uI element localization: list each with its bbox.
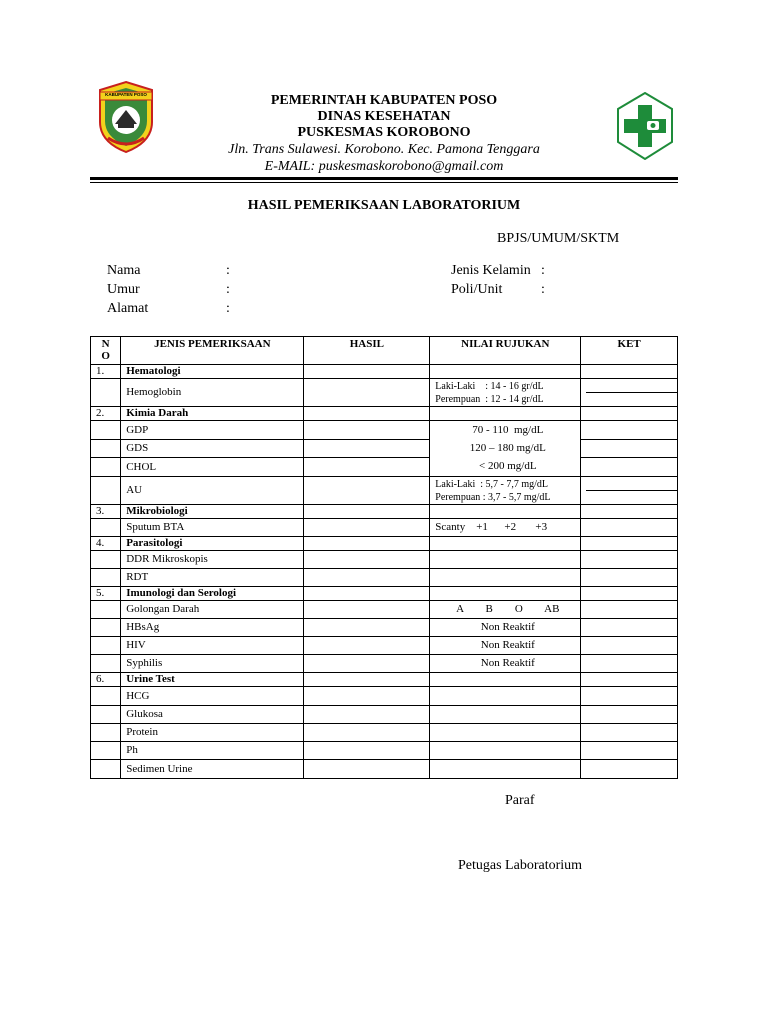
nilai-cell	[430, 569, 581, 587]
row-number	[91, 760, 121, 779]
lab-results-table	[90, 336, 678, 779]
section-mikrobiologi: Mikrobiologi	[121, 505, 304, 519]
ket-cell[interactable]	[581, 379, 678, 407]
hasil-cell[interactable]	[304, 569, 430, 587]
hb-ref-male: Laki-Laki : 14 - 16 gr/dL	[435, 380, 544, 392]
document-category: BPJS/UMUM/SKTM	[497, 231, 620, 246]
header-line-3: PUSKESMAS KOROBONO	[297, 125, 471, 140]
ket-cell[interactable]	[581, 724, 678, 742]
section-hematologi: Hematologi	[121, 365, 304, 379]
ket-cell[interactable]	[581, 637, 678, 655]
nilai-cell	[430, 724, 581, 742]
ket-cell[interactable]	[581, 505, 678, 519]
document-title: HASIL PEMERIKSAAN LABORATORIUM	[247, 198, 521, 213]
nilai-hemoglobin	[430, 379, 581, 407]
ket-cell[interactable]	[581, 365, 678, 379]
row-number: 1.	[91, 365, 121, 379]
hasil-cell[interactable]	[304, 706, 430, 724]
ket-cell[interactable]	[581, 587, 678, 601]
test-sedimen-urine: Sedimen Urine	[121, 760, 304, 779]
test-protein: Protein	[121, 724, 304, 742]
ket-cell[interactable]	[581, 760, 678, 779]
nilai-cell	[430, 687, 581, 706]
hasil-cell[interactable]	[304, 673, 430, 687]
alamat-colon: :	[226, 301, 230, 316]
section-kimia-darah: Kimia Darah	[121, 407, 304, 421]
table-row	[91, 637, 678, 655]
poli-label: Poli/Unit	[451, 282, 503, 297]
ket-cell[interactable]	[581, 673, 678, 687]
row-number	[91, 519, 121, 537]
table-row	[91, 551, 678, 569]
header-divider-thick	[90, 177, 678, 180]
section-imunologi-serologi: Imunologi dan Serologi	[121, 587, 304, 601]
test-sputum-bta: Sputum BTA	[121, 519, 304, 537]
ket-cell[interactable]	[581, 458, 678, 477]
header-no: N O	[91, 337, 121, 365]
hasil-cell[interactable]	[304, 587, 430, 601]
ket-cell[interactable]	[581, 742, 678, 760]
row-number	[91, 440, 121, 458]
row-number	[91, 655, 121, 673]
row-number	[91, 551, 121, 569]
nilai-cell	[430, 673, 581, 687]
row-number	[91, 458, 121, 477]
nilai-gds: 120 – 180 mg/dL	[430, 440, 581, 458]
jenis-kelamin-label: Jenis Kelamin	[451, 263, 531, 278]
test-ddr-mikroskopis: DDR Mikroskopis	[121, 551, 304, 569]
row-number	[91, 637, 121, 655]
row-number	[91, 421, 121, 440]
ket-cell[interactable]	[581, 655, 678, 673]
nama-colon: :	[226, 263, 230, 278]
umur-label: Umur	[107, 282, 140, 297]
paraf-label: Paraf	[505, 793, 535, 808]
hasil-cell[interactable]	[304, 601, 430, 619]
ket-cell[interactable]	[581, 601, 678, 619]
ket-cell[interactable]	[581, 687, 678, 706]
test-hbsag: HBsAg	[121, 619, 304, 637]
hasil-cell[interactable]	[304, 537, 430, 551]
nilai-cell	[430, 742, 581, 760]
hasil-cell[interactable]	[304, 477, 430, 505]
row-number: 2.	[91, 407, 121, 421]
logo-left-caption: KABUPATEN POSO	[105, 92, 147, 97]
hasil-cell[interactable]	[304, 742, 430, 760]
row-number	[91, 569, 121, 587]
test-gds: GDS	[121, 440, 304, 458]
nilai-cell	[430, 407, 581, 421]
nilai-hiv: Non Reaktif	[430, 637, 581, 655]
row-number	[91, 706, 121, 724]
row-number	[91, 687, 121, 706]
header-nilai: NILAI RUJUKAN	[430, 337, 581, 365]
nilai-golongan-darah: A B O AB	[430, 601, 581, 619]
table-row	[91, 760, 678, 779]
nilai-cell	[430, 587, 581, 601]
nilai-hbsag: Non Reaktif	[430, 619, 581, 637]
table-row	[91, 587, 678, 601]
nilai-chol: < 200 mg/dL	[430, 458, 581, 477]
table-row	[91, 379, 678, 407]
ket-cell[interactable]	[581, 440, 678, 458]
hasil-cell[interactable]	[304, 655, 430, 673]
row-number: 4.	[91, 537, 121, 551]
umur-colon: :	[226, 282, 230, 297]
hasil-cell[interactable]	[304, 458, 430, 477]
hasil-cell[interactable]	[304, 519, 430, 537]
row-number	[91, 724, 121, 742]
header-ket: KET	[581, 337, 678, 365]
table-row	[91, 407, 678, 421]
test-ph: Ph	[121, 742, 304, 760]
nilai-cell	[430, 365, 581, 379]
hasil-cell[interactable]	[304, 421, 430, 440]
header-email: E-MAIL: puskesmaskorobono@gmail.com	[264, 159, 504, 174]
section-urine-test: Urine Test	[121, 673, 304, 687]
row-number	[91, 477, 121, 505]
hasil-cell[interactable]	[304, 551, 430, 569]
table-row	[91, 365, 678, 379]
ket-cell[interactable]	[581, 706, 678, 724]
alamat-label: Alamat	[107, 301, 149, 316]
hb-ref-female: Perempuan : 12 - 14 gr/dL	[435, 393, 544, 405]
table-row	[91, 440, 678, 458]
section-parasitologi: Parasitologi	[121, 537, 304, 551]
poli-colon: :	[541, 282, 545, 297]
hasil-cell[interactable]	[304, 760, 430, 779]
nilai-cell	[430, 537, 581, 551]
hasil-cell[interactable]	[304, 407, 430, 421]
test-au: AU	[121, 477, 304, 505]
ket-cell[interactable]	[581, 569, 678, 587]
ket-cell[interactable]	[581, 519, 678, 537]
table-row	[91, 569, 678, 587]
row-number: 6.	[91, 673, 121, 687]
jenis-kelamin-colon: :	[541, 263, 545, 278]
table-row	[91, 519, 678, 537]
table-header-row	[91, 337, 678, 365]
header-line-2: DINAS KESEHATAN	[317, 109, 451, 124]
au-ref-female: Perempuan : 3,7 - 5,7 mg/dL	[435, 491, 551, 503]
test-hiv: HIV	[121, 637, 304, 655]
test-hcg: HCG	[121, 687, 304, 706]
hasil-cell[interactable]	[304, 365, 430, 379]
header-line-1: PEMERINTAH KABUPATEN POSO	[270, 93, 498, 108]
row-number	[91, 619, 121, 637]
row-number	[91, 379, 121, 407]
table-row	[91, 724, 678, 742]
hasil-cell[interactable]	[304, 440, 430, 458]
ket-cell[interactable]	[581, 551, 678, 569]
header-address: Jln. Trans Sulawesi. Korobono. Kec. Pamona Tenggara	[228, 142, 540, 157]
table-row	[91, 458, 678, 477]
table-row	[91, 601, 678, 619]
table-row	[91, 655, 678, 673]
table-row	[91, 673, 678, 687]
hasil-cell[interactable]	[304, 724, 430, 742]
nilai-cell	[430, 760, 581, 779]
ket-cell[interactable]	[581, 477, 678, 505]
nama-label: Nama	[107, 263, 141, 278]
row-number	[91, 742, 121, 760]
ket-cell[interactable]	[581, 537, 678, 551]
hasil-cell[interactable]	[304, 687, 430, 706]
au-ref-male: Laki-Laki : 5,7 - 7,7 mg/dL	[435, 478, 549, 490]
nilai-cell	[430, 551, 581, 569]
hasil-cell[interactable]	[304, 505, 430, 519]
hasil-cell[interactable]	[304, 619, 430, 637]
header-hasil: HASIL	[304, 337, 430, 365]
ket-cell[interactable]	[581, 421, 678, 440]
row-number: 5.	[91, 587, 121, 601]
table-row	[91, 687, 678, 706]
table-row	[91, 742, 678, 760]
nilai-cell	[430, 505, 581, 519]
table-row	[91, 706, 678, 724]
nilai-gdp: 70 - 110 mg/dL	[430, 421, 581, 440]
row-number: 3.	[91, 505, 121, 519]
test-hemoglobin: Hemoglobin	[121, 379, 304, 407]
nilai-syphilis: Non Reaktif	[430, 655, 581, 673]
table-row	[91, 477, 678, 505]
header-jenis: JENIS PEMERIKSAAN	[121, 337, 304, 365]
table-row	[91, 619, 678, 637]
row-number	[91, 601, 121, 619]
test-gdp: GDP	[121, 421, 304, 440]
table-row	[91, 421, 678, 440]
nilai-sputum: Scanty +1 +2 +3	[430, 519, 581, 537]
ket-cell[interactable]	[581, 619, 678, 637]
nilai-au	[430, 477, 581, 505]
hasil-cell[interactable]	[304, 637, 430, 655]
ket-cell[interactable]	[581, 407, 678, 421]
table-row	[91, 537, 678, 551]
test-rdt: RDT	[121, 569, 304, 587]
header-divider-thin	[90, 182, 678, 183]
test-chol: CHOL	[121, 458, 304, 477]
hasil-cell[interactable]	[304, 379, 430, 407]
petugas-label: Petugas Laboratorium	[458, 858, 583, 873]
test-syphilis: Syphilis	[121, 655, 304, 673]
nilai-cell	[430, 706, 581, 724]
test-golongan-darah: Golongan Darah	[121, 601, 304, 619]
test-glukosa: Glukosa	[121, 706, 304, 724]
table-row	[91, 505, 678, 519]
